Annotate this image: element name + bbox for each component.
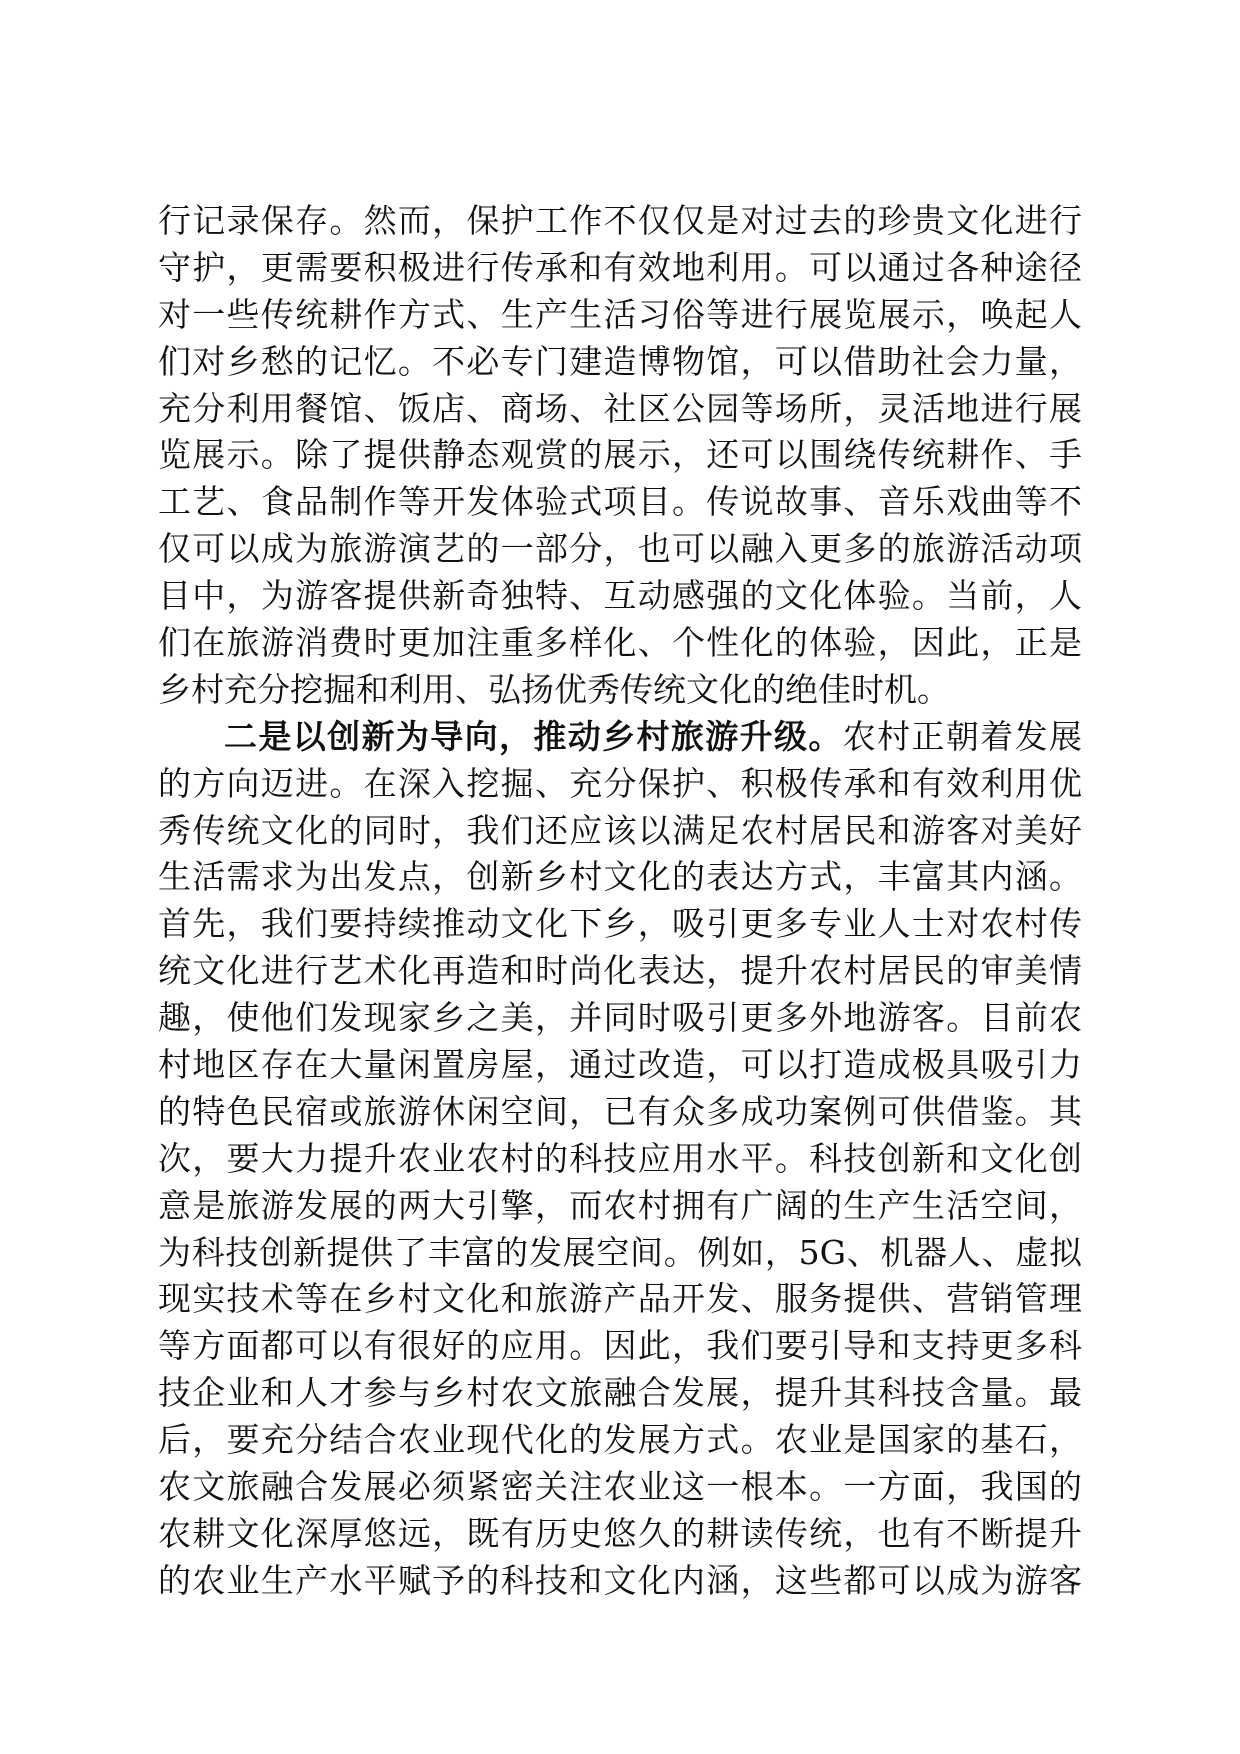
text-line: 仅可以成为旅游演艺的一部分，也可以融入更多的旅游活动项 [158,529,1082,569]
text-line: 农耕文化深厚悠远，既有历史悠久的耕读传统，也有不断提升 [158,1513,1082,1553]
text-line: 行记录保存。然而，保护工作不仅仅是对过去的珍贵文化进行 [158,201,1082,240]
document-page [158,198,1082,1605]
text-line: 的农业生产水平赋予的科技和文化内涵，这些都可以成为游客 [158,1560,1082,1600]
text-line: 秀传统文化的同时，我们还应该以满足农村居民和游客对美好 [158,810,1082,850]
paragraph-first-line [158,714,1082,761]
text-line: 生活需求为出发点，创新乡村文化的表达方式，丰富其内涵。 [158,857,1082,897]
paragraph-2 [158,714,1082,1605]
text-line: 技企业和人才参与乡村农文旅融合发展，提升其科技含量。最 [158,1373,1082,1413]
text-line: 意是旅游发展的两大引擎，而农村拥有广阔的生产生活空间， [158,1185,1082,1225]
text-line: 乡村充分挖掘和利用、弘扬优秀传统文化的绝佳时机。 [158,669,950,709]
heading-line-rest: 农村正朝着发展 [842,716,1082,756]
text-line: 后，要充分结合农业现代化的发展方式。农业是国家的基石， [158,1420,1082,1460]
section-heading: 二是以创新为导向，推动乡村旅游升级。 [224,716,843,756]
text-line: 们在旅游消费时更加注重多样化、个性化的体验，因此，正是 [158,623,1082,663]
text-line: 为科技创新提供了丰富的发展空间。例如，5G、机器人、虚拟 [158,1232,1082,1272]
text-line: 等方面都可以有很好的应用。因此，我们要引导和支持更多科 [158,1326,1082,1366]
text-line: 对一些传统耕作方式、生产生活习俗等进行展览展示，唤起人 [158,294,1082,334]
text-line: 充分利用餐馆、饭店、商场、社区公园等场所，灵活地进行展 [158,388,1082,428]
paragraph-1 [158,198,1082,714]
text-line: 的方向迈进。在深入挖掘、充分保护、积极传承和有效利用优 [158,763,1082,803]
text-line: 农文旅融合发展必须紧密关注农业这一根本。一方面，我国的 [158,1467,1082,1507]
text-line: 的特色民宿或旅游休闲空间，已有众多成功案例可供借鉴。其 [158,1091,1082,1131]
text-line: 村地区存在大量闲置房屋，通过改造，可以打造成极具吸引力 [158,1045,1082,1085]
text-line: 趣，使他们发现家乡之美，并同时吸引更多外地游客。目前农 [158,998,1082,1038]
text-line: 目中，为游客提供新奇独特、互动感强的文化体验。当前，人 [158,576,1082,616]
text-line: 守护，更需要积极进行传承和有效地利用。可以通过各种途径 [158,247,1082,287]
text-line: 们对乡愁的记忆。不必专门建造博物馆，可以借助社会力量， [158,341,1082,381]
text-line: 览展示。除了提供静态观赏的展示，还可以围绕传统耕作、手 [158,435,1082,475]
text-line: 次，要大力提升农业农村的科技应用水平。科技创新和文化创 [158,1138,1082,1178]
text-line: 现实技术等在乡村文化和旅游产品开发、服务提供、营销管理 [158,1279,1082,1319]
text-line: 工艺、食品制作等开发体验式项目。传说故事、音乐戏曲等不 [158,482,1082,522]
text-line: 统文化进行艺术化再造和时尚化表达，提升农村居民的审美情 [158,951,1082,991]
text-line: 首先，我们要持续推动文化下乡，吸引更多专业人士对农村传 [158,904,1082,944]
